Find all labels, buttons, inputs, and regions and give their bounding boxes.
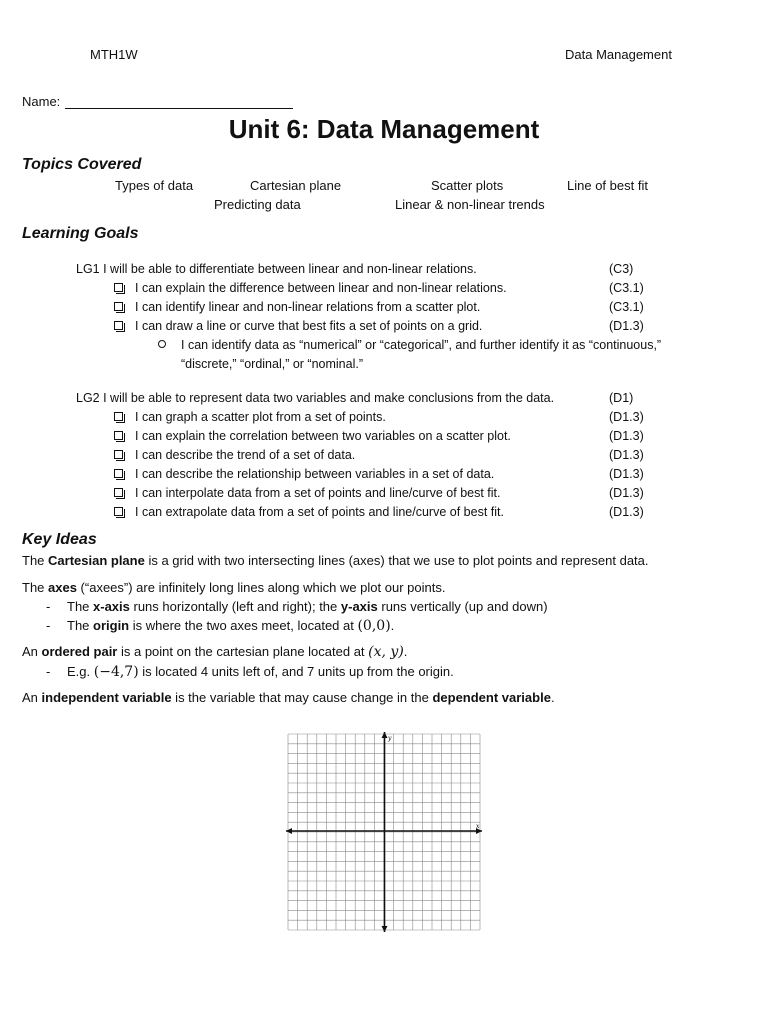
- learning-goals-heading: Learning Goals: [22, 225, 139, 242]
- ordered-pair-example: E.g. (−4,7) is located 4 units left of, and 7 units up from the origin.: [67, 664, 454, 680]
- lg1-item: I can identify linear and non-linear relations from a scatter plot.: [135, 300, 481, 314]
- lg2-item-code: (D1.3): [609, 486, 644, 500]
- lg1-subitem-line2: “discrete,” “ordinal,” or “nominal.”: [181, 357, 363, 371]
- topic-item: Scatter plots: [431, 178, 504, 193]
- x-axis-arrow-left-icon: [286, 828, 292, 834]
- y-axis-arrow-icon: [382, 732, 388, 738]
- variables-definition: An independent variable is the variable that may cause change in the dependent variable.: [22, 690, 555, 705]
- y-axis-arrow-down-icon: [382, 926, 388, 932]
- cartesian-grid: [286, 730, 484, 934]
- topics-heading: Topics Covered: [22, 156, 142, 173]
- lg1-item: I can draw a line or curve that best fits a set of points on a grid.: [135, 319, 483, 333]
- course-code: MTH1W: [90, 47, 138, 62]
- dash-bullet: -: [46, 599, 51, 614]
- name-label: Name:: [22, 94, 61, 109]
- checkbox[interactable]: [114, 283, 123, 292]
- lg2-item-code: (D1.3): [609, 505, 644, 519]
- topic-item: Line of best fit: [567, 178, 648, 193]
- lg2-code: (D1): [609, 391, 634, 405]
- page-title: Unit 6: Data Management: [228, 114, 540, 144]
- key-ideas-heading: Key Ideas: [22, 531, 97, 548]
- circle-bullet-icon: [158, 340, 166, 348]
- lg1-statement: LG1 I will be able to differentiate between linear and non-linear relations.: [76, 262, 477, 276]
- topic-item: Linear & non-linear trends: [395, 197, 545, 212]
- lg2-item: I can explain the correlation between two variables on a scatter plot.: [135, 429, 511, 443]
- checkbox[interactable]: [114, 412, 123, 421]
- lg1-item: I can explain the difference between linear and non-linear relations.: [135, 281, 507, 295]
- checkbox[interactable]: [114, 488, 123, 497]
- y-axis-label: y: [388, 735, 392, 742]
- checkbox[interactable]: [114, 507, 123, 516]
- lg1-item-code: (D1.3): [609, 319, 644, 333]
- topic-item: Types of data: [115, 178, 194, 193]
- checkbox[interactable]: [114, 321, 123, 330]
- dash-bullet: -: [46, 618, 51, 633]
- checkbox[interactable]: [114, 450, 123, 459]
- checkbox[interactable]: [114, 469, 123, 478]
- lg1-code: (C3): [609, 262, 634, 276]
- dash-bullet: -: [46, 664, 51, 679]
- lg1-item-code: (C3.1): [609, 300, 644, 314]
- checkbox[interactable]: [114, 302, 123, 311]
- topic-item: Predicting data: [214, 197, 301, 212]
- lg2-item-code: (D1.3): [609, 410, 644, 424]
- axes-definition: The axes (“axees”) are infinitely long lines along which we plot our points.: [22, 580, 446, 595]
- lg2-item-code: (D1.3): [609, 429, 644, 443]
- lg2-item-code: (D1.3): [609, 448, 644, 462]
- name-field-line[interactable]: [65, 108, 293, 109]
- ordered-pair-definition: An ordered pair is a point on the cartesian plane located at (x, y).: [22, 644, 408, 660]
- origin-bullet: The origin is where the two axes meet, located at (0,0).: [67, 618, 395, 634]
- axes-bullet: The x-axis runs horizontally (left and right); the y-axis runs vertically (up and down): [67, 599, 548, 614]
- lg2-item: I can graph a scatter plot from a set of points.: [135, 410, 386, 424]
- x-axis-label: x: [476, 823, 480, 830]
- lg2-item: I can describe the trend of a set of data.: [135, 448, 356, 462]
- lg2-item: I can extrapolate data from a set of points and line/curve of best fit.: [135, 505, 504, 519]
- checkbox[interactable]: [114, 431, 123, 440]
- lg1-item-code: (C3.1): [609, 281, 644, 295]
- lg2-item: I can describe the relationship between variables in a set of data.: [135, 467, 495, 481]
- lg1-subitem-line1: I can identify data as “numerical” or “categorical”, and further identify it as “continuous,”: [181, 338, 662, 352]
- subject-header: Data Management: [565, 47, 672, 62]
- lg2-statement: LG2 I will be able to represent data two variables and make conclusions from the data.: [76, 391, 555, 405]
- topic-item: Cartesian plane: [250, 178, 342, 193]
- lg2-item-code: (D1.3): [609, 467, 644, 481]
- cartesian-plane-definition: The Cartesian plane is a grid with two intersecting lines (axes) that we use to plot points and represent data.: [22, 553, 649, 568]
- lg2-item: I can interpolate data from a set of points and line/curve of best fit.: [135, 486, 501, 500]
